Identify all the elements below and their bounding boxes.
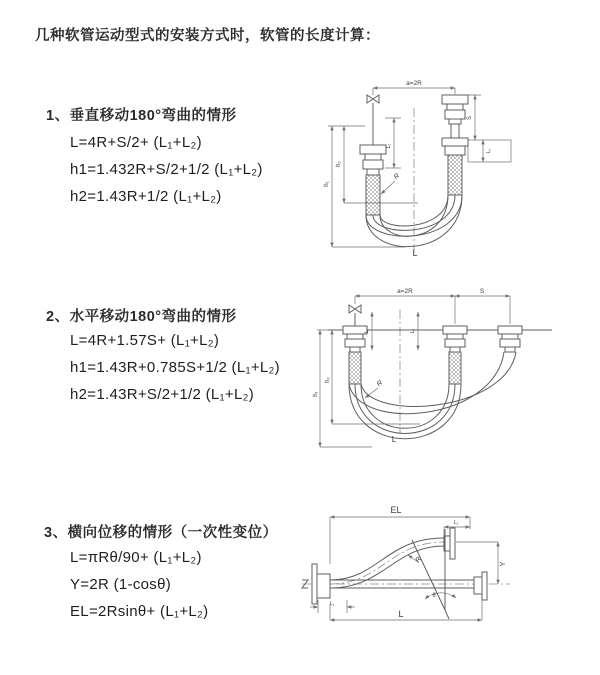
section-3-heading: 3、横向位移的情形（一次性变位） <box>44 525 278 541</box>
section-2-formula-h2: h2=1.43R+S/2+1/2 (L₁+L₂) <box>70 386 255 403</box>
dim-label-a2r: a=2R <box>406 80 422 87</box>
theta-label: θ <box>432 593 436 599</box>
dim-label-l2: L₂ <box>410 328 416 334</box>
dim-label-h2: h₂ <box>325 377 331 383</box>
section-2-formula-L: L=4R+1.57S+ (L₁+L₂) <box>70 332 220 349</box>
section-1-formula-L: L=4R+S/2+ (L₁+L₂) <box>70 134 202 151</box>
section-1-formula-h2: h2=1.43R+1/2 (L₁+L₂) <box>70 188 222 205</box>
length-label: L <box>412 248 418 258</box>
dim-label-l2: L₂ <box>486 148 492 154</box>
diagram2-dimensions <box>317 296 510 447</box>
diagram3-dimensions <box>310 517 498 620</box>
braided-hose-section <box>349 352 361 384</box>
dim-label-l2: L₂ <box>453 520 459 526</box>
dim-label-h1: h₁ <box>324 181 330 187</box>
section-2-formula-h1: h1=1.43R+0.785S+1/2 (L₁+L₂) <box>70 359 280 376</box>
section-1-formula-h1: h1=1.432R+S/2+1/2 (L₁+L₂) <box>70 161 263 178</box>
dim-label-h1: h₁ <box>313 391 319 397</box>
braided-hose-section <box>448 155 462 195</box>
dim-label-s: S <box>479 288 485 295</box>
valve-icon <box>367 95 379 103</box>
section-1-heading: 1、垂直移动180°弯曲的情形 <box>46 108 237 124</box>
dim-label-el: EL <box>390 505 402 515</box>
section-2-heading: 2、水平移动180°弯曲的情形 <box>46 309 237 325</box>
valve-icon <box>349 305 361 313</box>
dim-label-l1: L₁ <box>329 601 335 607</box>
dim-label-h2: h₂ <box>336 161 342 167</box>
dim-label-y: Y <box>500 561 507 567</box>
dim-label-l1: L₁ <box>386 143 392 149</box>
length-label: L <box>391 435 397 444</box>
braided-hose-section <box>449 352 461 384</box>
hose-u-bend-curves <box>349 352 516 439</box>
page-title: 几种软管运动型式的安装方式时，软管的长度计算： <box>35 28 380 44</box>
diagram-vertical-180-bend <box>315 70 590 262</box>
radius-label: R <box>414 555 424 565</box>
section-3-formula-EL: EL=2Rsinθ+ (L₁+L₂) <box>70 603 209 620</box>
diagram2-hose-assembly <box>328 305 552 439</box>
diagram-lateral-offset <box>298 500 598 655</box>
braided-hose-section <box>366 175 380 215</box>
dim-label-a2r: a=2R <box>397 288 413 295</box>
radius-label: R <box>392 172 402 182</box>
length-label: L <box>398 609 404 619</box>
diagram1-dimensions <box>328 88 511 247</box>
section-3-formula-Y: Y=2R (1-cosθ) <box>70 576 172 593</box>
radius-label: R <box>375 379 385 389</box>
radius-construction-lines <box>412 529 449 619</box>
diagram-horizontal-180-bend <box>312 284 597 456</box>
dim-label-l1: L₁ <box>364 328 370 334</box>
section-3-formula-L: L=πRθ/90+ (L₁+L₂) <box>70 549 202 566</box>
dim-label-s: S <box>467 115 473 121</box>
